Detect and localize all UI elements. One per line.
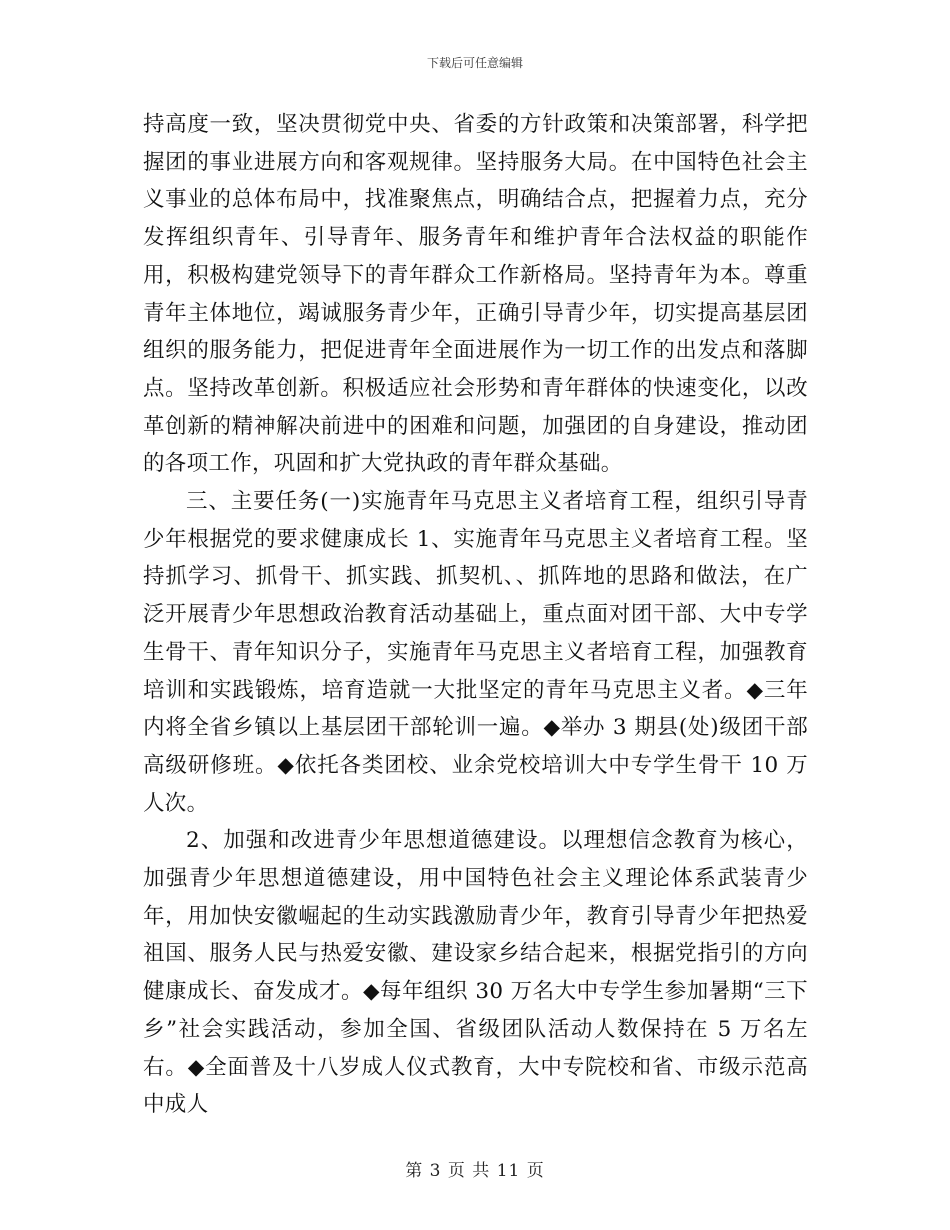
paragraph-1: 持高度一致，坚决贯彻党中央、省委的方针政策和决策部署，科学把握团的事业进展方向和客观规律。坚持服务大局。在中国特色社会主义事业的总体布局中，找准聚焦点，明确结合点，把握着力点，充分发挥组织青年、引导青年、服务青年和维护青年合法权益的职能作用，积极构建党领导下的青年群众工作新格局。坚持青年为本。尊重青年主体地位，竭诚服务青少年，正确引导青少年，切实提高基层团组织的服务能力，把促进青年全面进展作为一切工作的出发点和落脚点。坚持改革创新。积极适应社会形势和青年群体的快速变化，以改革创新的精神解决前进中的困难和问题，加强团的自身建设，推动团的各项工作，巩固和扩大党执政的青年群众基础。 [143, 112, 808, 477]
paragraph-3: 2、加强和改进青少年思想道德建设。以理想信念教育为核心，加强青少年思想道德建设，用中国特色社会主义理论体系武装青少年，用加快安徽崛起的生动实践激励青少年，教育引导青少年把热爱祖国、服务人民与热爱安徽、建设家乡结合起来，根据党指引的方向健康成长、奋发成才。◆每年组织 30 万名大中专学生参加暑期“三下乡”社会实践活动，参加全国、省级团队活动人数保持在 5 万名左右。◆全面普及十八岁成人仪式教育，大中专院校和省、市级示范高中成人 [143, 828, 808, 1118]
paragraph-2: 三、主要任务(一)实施青年马克思主义者培育工程，组织引导青少年根据党的要求健康成长 1、实施青年马克思主义者培育工程。坚持抓学习、抓骨干、抓实践、抓契机、、抓阵地的思路和做法，在广泛开展青少年思想政治教育活动基础上，重点面对团干部、大中专学生骨干、青年知识分子，实施青年马克思主义者培育工程，加强教育培训和实践锻炼，培育造就一大批坚定的青年马克思主义者。◆三年内将全省乡镇以上基层团干部轮训一遍。◆举办 3 期县(处)级团干部高级研修班。◆依托各类团校、业余党校培训大中专学生骨干 10 万人次。 [143, 489, 808, 816]
document-body [143, 106, 808, 1124]
page-header: 下载后可任意编辑 [426, 56, 523, 70]
page-footer: 第 3 页 共 11 页 [405, 1161, 545, 1181]
